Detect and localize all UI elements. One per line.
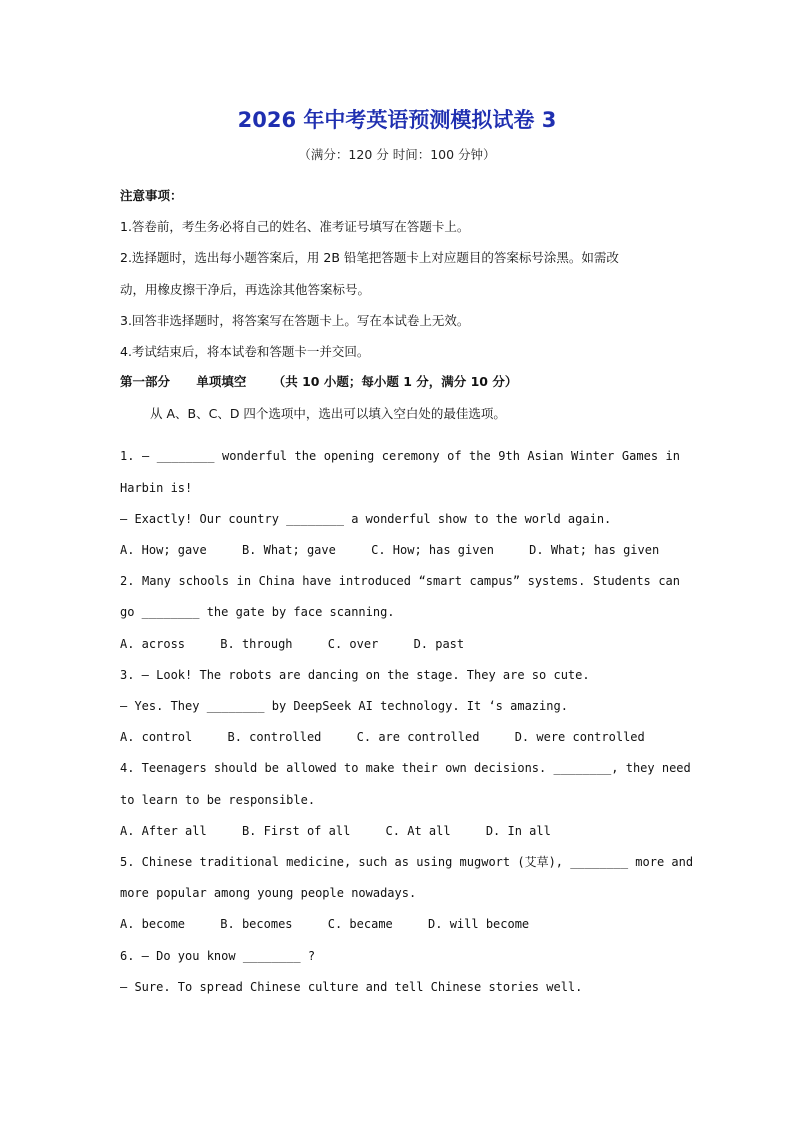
option-c: C. are controlled <box>356 730 480 744</box>
option-b: B. through <box>220 637 293 651</box>
question-1-line: Harbin is! <box>120 481 193 495</box>
question-5-line: more popular among young people nowadays. <box>120 886 417 900</box>
section-info: （共 10 小题；每小题 1 分，满分 10 分） <box>272 374 518 389</box>
option-c: C. How; has given <box>371 543 494 557</box>
question-2-options <box>120 635 680 653</box>
question-4-line: 4. Teenagers should be allowed to make their own decisions. ________, they need <box>120 761 691 775</box>
question-3-line: 3. — Look! The robots are dancing on the stage. They are so cute. <box>120 668 590 682</box>
section-part: 第一部分 <box>120 374 171 389</box>
notice-heading: 注意事项： <box>120 188 183 203</box>
option-d: D. past <box>413 637 465 651</box>
question-2-line: 2. Many schools in China have introduced “smart campus” systems. Students can <box>120 574 680 588</box>
question-6-line: — Sure. To spread Chinese culture and tell Chinese stories well. <box>120 980 583 994</box>
option-a: A. across <box>120 637 186 651</box>
question-4-line: to learn to be responsible. <box>120 793 316 807</box>
option-a: A. become <box>120 917 186 931</box>
question-6-line: 6. — Do you know ________ ? <box>120 949 316 963</box>
option-a: A. After all <box>120 824 207 838</box>
notice-item: 3.回答非选择题时，将答案写在答题卡上。写在本试卷上无效。 <box>120 313 470 328</box>
notice-item: 4.考试结束后，将本试卷和答题卡一并交回。 <box>120 344 370 359</box>
option-b: B. becomes <box>220 917 293 931</box>
option-b: B. First of all <box>241 824 351 838</box>
notice-item: 1.答卷前，考生务必将自己的姓名、准考证号填写在答题卡上。 <box>120 219 470 234</box>
option-c: C. became <box>327 917 393 931</box>
question-5-options <box>120 915 680 933</box>
question-3-line: — Yes. They ________ by DeepSeek AI technology. It ‘s amazing. <box>120 699 568 713</box>
question-4-options <box>120 822 680 840</box>
option-d: D. were controlled <box>514 730 645 744</box>
option-d: D. What; has given <box>529 543 660 557</box>
option-a: A. control <box>120 730 193 744</box>
notice-item: 动，用橡皮擦干净后，再选涂其他答案标号。 <box>120 282 371 297</box>
option-c: C. At all <box>385 824 451 838</box>
section-header <box>120 373 680 391</box>
option-d: D. will become <box>428 917 530 931</box>
question-5-line: 5. Chinese traditional medicine, such as using mugwort (艾草), ________ more and <box>120 855 694 869</box>
option-a: A. How; gave <box>120 543 207 557</box>
option-b: B. controlled <box>227 730 322 744</box>
section-instruction: 从 A、B、C、D 四个选项中，选出可以填入空白处的最佳选项。 <box>150 406 506 421</box>
notice-item: 2.选择题时，选出每小题答案后，用 2B 铅笔把答题卡上对应题目的答案标号涂黑。如需改 <box>120 250 619 265</box>
section-name: 单项填空 <box>196 374 247 389</box>
question-3-options <box>120 728 680 746</box>
option-c: C. over <box>327 637 379 651</box>
question-1-line: 1. — ________ wonderful the opening ceremony of the 9th Asian Winter Games in <box>120 449 680 463</box>
option-b: B. What; gave <box>241 543 336 557</box>
exam-subtitle: （满分：120 分 时间：100 分钟） <box>298 147 496 162</box>
option-d: D. In all <box>485 824 551 838</box>
question-1-options <box>120 541 680 559</box>
exam-title: 2026 年中考英语预测模拟试卷 3 <box>237 108 557 132</box>
question-2-line: go ________ the gate by face scanning. <box>120 605 395 619</box>
question-1-line: — Exactly! Our country ________ a wonderful show to the world again. <box>120 512 612 526</box>
